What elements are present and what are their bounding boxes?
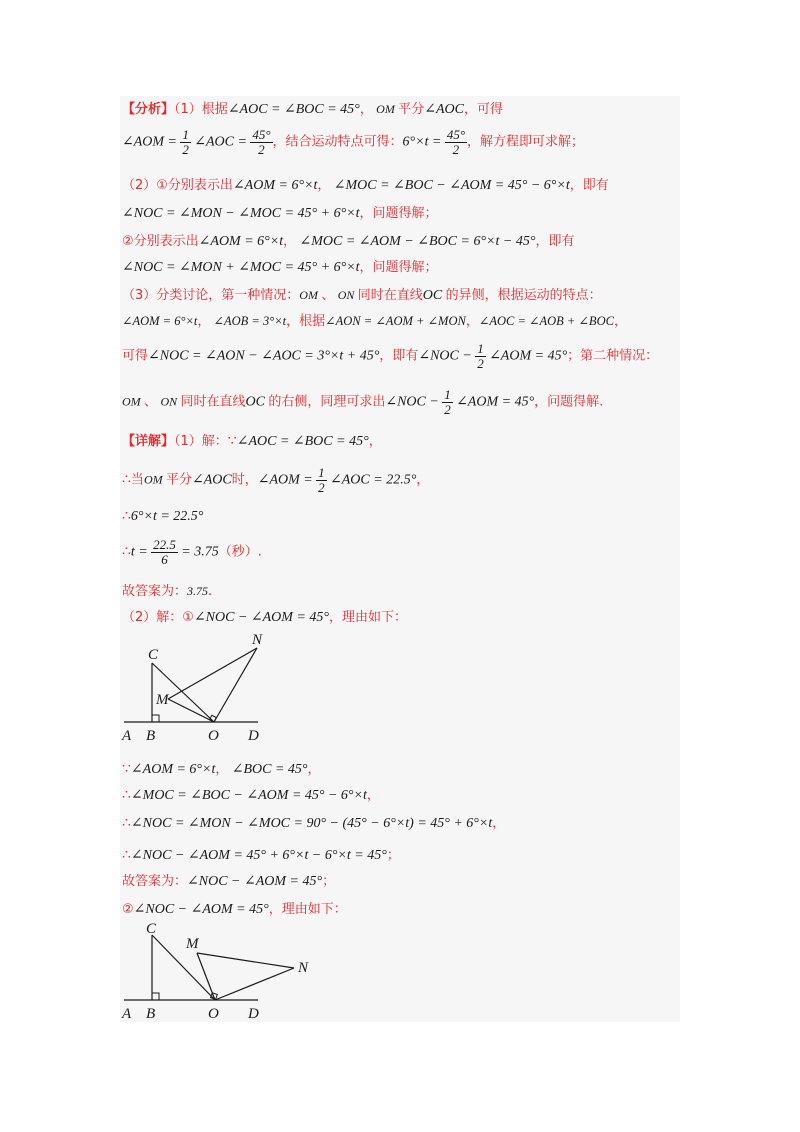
- fig2-label-b: B: [146, 1006, 156, 1022]
- analysis-line-7: （3）分类讨论，第一种情况：OM 、 ON 同时在直线OC 的异侧，根据运动的特点：: [122, 288, 602, 303]
- fig2-label-m: M: [186, 936, 199, 952]
- fraction-half: $\frac{1}{2}$: [182, 127, 189, 157]
- analysis-line-1: 【分析】（1）根据∠AOC = ∠BOC = 45°， OM 平分∠AOC，可得: [122, 102, 503, 117]
- detail-section-3: ②∠NOC − ∠AOM = 45°，理由如下：: [122, 902, 347, 917]
- fig1-label-a: A: [122, 728, 132, 744]
- analysis-line-9: 可得∠NOC = ∠AON − ∠AOC = 3°×t + 45°，即有∠NOC − $\frac{1}{2}$ ∠AOM = 45°；第二种情况：: [122, 341, 659, 371]
- fraction-22-5-6: $\frac{22.5}{6}$: [153, 537, 176, 567]
- math-aoc-boc: ∠AOC = ∠BOC = 45°: [227, 102, 360, 117]
- fig2-label-o: O: [208, 1006, 219, 1022]
- detail-line-5: ∵∠AOM = 6°×t， ∠BOC = 45°，: [122, 762, 321, 777]
- answer-2: 故答案为：∠NOC − ∠AOM = 45°；: [122, 874, 336, 889]
- fig2-right-angle-b: [152, 993, 159, 1000]
- fig2-label-n: N: [298, 960, 309, 976]
- fig1-right-angle-o: [210, 715, 217, 722]
- answer-1: 故答案为：3.75.: [122, 584, 213, 599]
- fig2-label-a: A: [122, 1006, 132, 1022]
- detail-tag: 【详解】: [122, 434, 175, 449]
- analysis-line-4: ∠NOC = ∠MON − ∠MOC = 45° + 6°×t，问题得解；: [122, 206, 438, 221]
- fig2-label-c: C: [146, 921, 157, 937]
- detail-line-1: 【详解】（1）解：∵∠AOC = ∠BOC = 45°，: [122, 434, 382, 449]
- detail-line-7: ∴∠NOC = ∠MON − ∠MOC = 90° − (45° − 6°×t) = 45° + 6°×t，: [122, 816, 506, 831]
- fig1-line-mo: [168, 699, 214, 722]
- fig1-label-o: O: [208, 728, 219, 744]
- figure-2-diagram: [118, 918, 318, 1022]
- fraction-45-2: $\frac{45^\circ}{2}$: [252, 127, 271, 157]
- fig1-line-no: [214, 648, 257, 722]
- detail-line-8: ∴∠NOC − ∠AOM = 45° + 6°×t − 6°×t = 45°；: [122, 848, 400, 863]
- fraction-half-q3b: $\frac{1}{2}$: [444, 387, 451, 417]
- fig1-label-m: M: [156, 692, 169, 708]
- fraction-half-detail: $\frac{1}{2}$: [318, 465, 325, 495]
- fraction-half-q3: $\frac{1}{2}$: [477, 341, 484, 371]
- detail-line-2: ∴当OM 平分∠AOC时，∠AOM = $\frac{1}{2}$ ∠AOC = 22.5°，: [122, 465, 430, 495]
- analysis-line-6: ∠NOC = ∠MON + ∠MOC = 45° + 6°×t，问题得解；: [122, 260, 438, 275]
- fig2-line-co: [152, 935, 215, 1000]
- detail-line-3: ∴6°×t = 22.5°: [122, 509, 204, 524]
- fig1-label-b: B: [146, 728, 156, 744]
- analysis-line-10: OM 、 ON 同时在直线OC 的右侧，同理可求出∠NOC − $\frac{1}{2}$ ∠AOM = 45°，问题得解.: [122, 387, 604, 417]
- fig1-label-n: N: [252, 632, 263, 648]
- detail-section-2: （2）解：①∠NOC − ∠AOM = 45°，理由如下：: [122, 610, 408, 625]
- fig2-line-no: [215, 968, 294, 1000]
- fig2-label-d: D: [248, 1006, 259, 1022]
- fig2-line-mn: [197, 953, 294, 968]
- therefore-symbol: ∴: [122, 472, 131, 488]
- detail-line-6: ∴∠MOC = ∠BOC − ∠AOM = 45° − 6°×t，: [122, 788, 380, 803]
- because-symbol: ∵: [227, 434, 237, 449]
- analysis-line-3: （2）①分别表示出∠AOM = 6°×t， ∠MOC = ∠BOC − ∠AOM = 45° − 6°×t，即有: [122, 178, 609, 193]
- analysis-line-8: ∠AOM = 6°×t， ∠AOB = 3°×t，根据∠AON = ∠AOM + ∠MON，∠AOC = ∠AOB + ∠BOC，: [122, 314, 627, 329]
- fig1-right-angle-b: [152, 715, 159, 722]
- fig1-label-c: C: [148, 647, 159, 663]
- fraction-45-2b: $\frac{45^\circ}{2}$: [446, 127, 466, 157]
- analysis-tag: 【分析】: [122, 102, 175, 117]
- analysis-line-2: ∠AOM = $\frac{1}{2}$ ∠AOC = $\frac{45^\circ}{2}$ ，结合运动特点可得：6°×t = $\frac{45^\circ}{2}$ ，解方程即可求解；: [122, 127, 585, 157]
- detail-line-4: ∴t = $\frac{22.5}{6}$ = 3.75（秒）.: [122, 537, 262, 567]
- analysis-line-5: ②分别表示出∠AOM = 6°×t， ∠MOC = ∠AOM − ∠BOC = 6°×t − 45°，即有: [122, 234, 575, 249]
- fig1-label-d: D: [248, 728, 259, 744]
- fig1-line-mn: [168, 648, 257, 699]
- figure-1-diagram: [118, 628, 268, 746]
